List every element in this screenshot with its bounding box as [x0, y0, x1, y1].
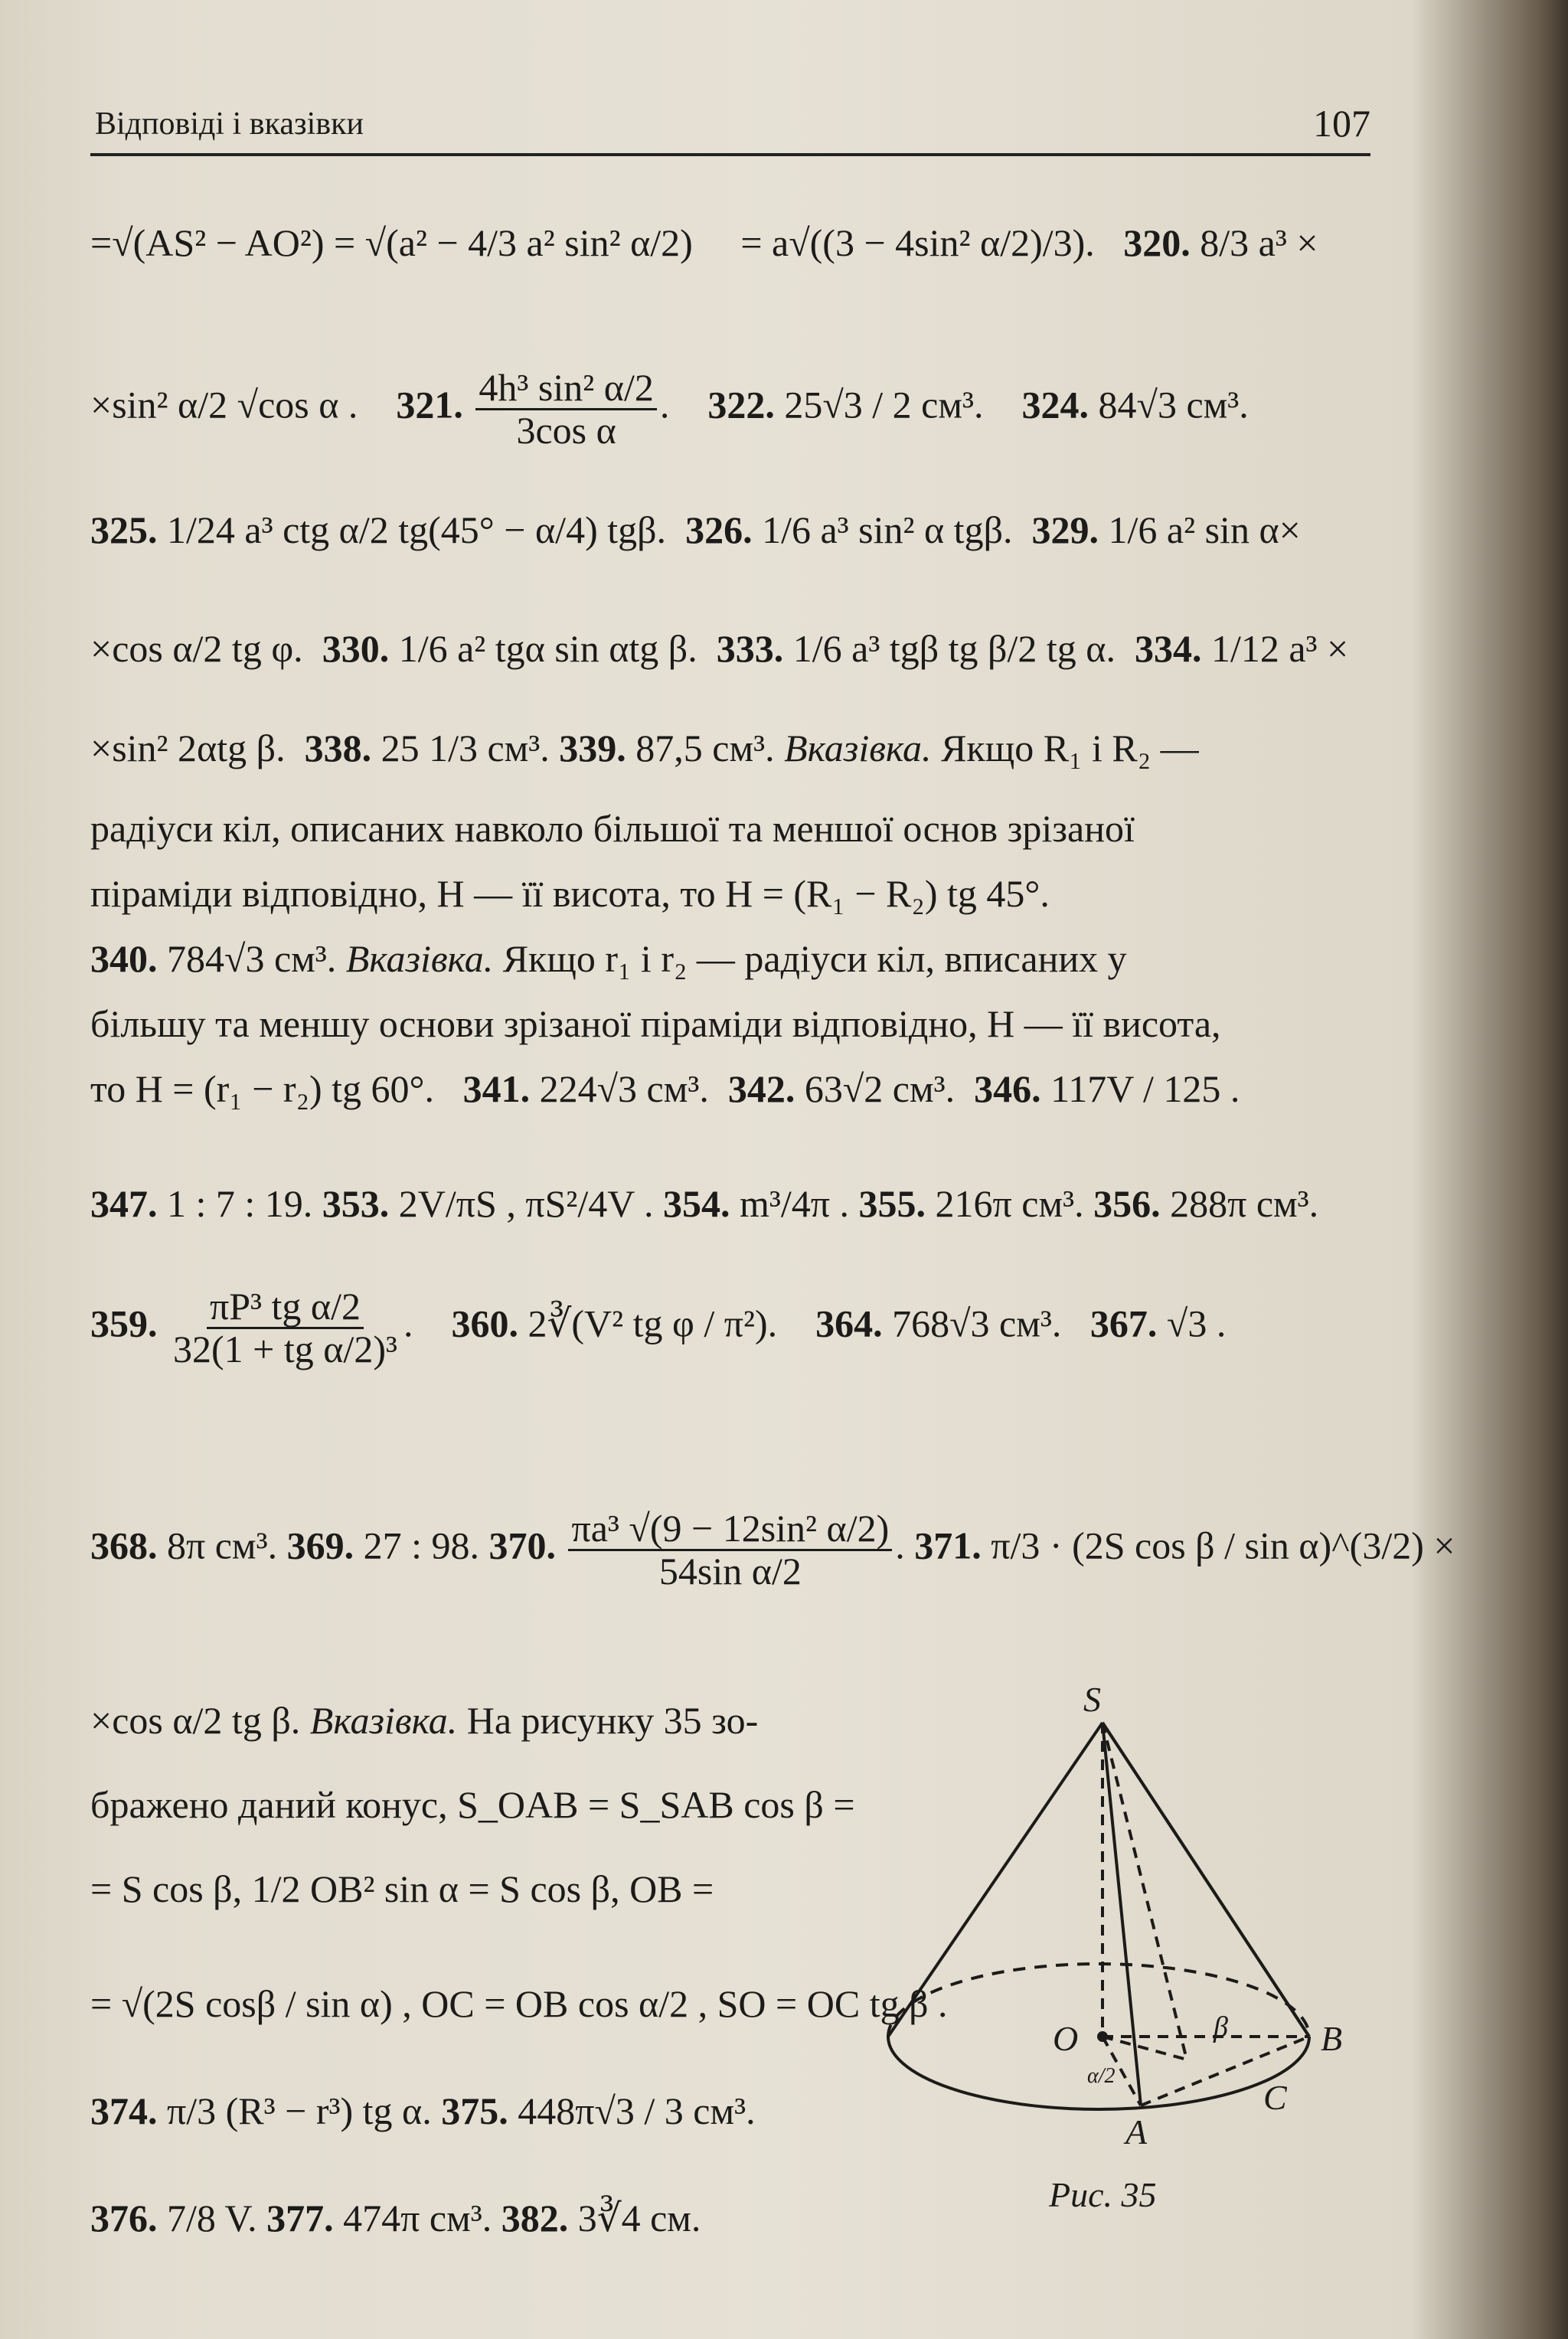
label-O: O [1053, 2019, 1079, 2058]
line-9: більшу та меншу основи зрізаної піраміди відповідно, H — її висота, [90, 1002, 1221, 1045]
line-5: ×sin² 2αtg β. 338. 25 1/3 см³. 339. 87,5 см³. Вказівка. Якщо R₁ і R₂ — [90, 727, 1199, 769]
line-1: =√(AS² − AO²) = √(a² − 4/3 a² sin² α/2) = a√((3 − 4sin² α/2)/3). 320. 8/3 a³ × [90, 221, 1318, 264]
point-O [1099, 2033, 1106, 2040]
fraction-321: $\frac{\text{4h³ sin² α/2}}{\text{3cos α}}$ [475, 368, 656, 450]
fraction-359: $\frac{\text{πP³ tg α/2}}{\text{32(1 + tg α/2)³}}$ [173, 1285, 397, 1370]
line-18: 374. π/3 (R³ − r³) tg α. 375. 448π√3 / 3 см³. [90, 2089, 756, 2132]
line-15: бражено даний конус, S_OAB = S_SAB cos β = [90, 1783, 855, 1826]
line-2: ×sin² α/2 √cos α . 321. $\frac{\text{4h³ sin² α/2}}{\text{3cos α}}$ . 322. 25√3 / 2 см³. 324. 84√3 см³. [90, 366, 1249, 452]
header-title: Відповіді і вказівки [95, 106, 364, 142]
line-11: 347. 1 : 7 : 19. 353. 2V/πS , πS²/4V . 354. m³/4π . 355. 216π см³. 356. 288π см³. [90, 1182, 1319, 1225]
line-14: ×cos α/2 tg β. Вказівка. На рисунку 35 зо- [90, 1699, 759, 1742]
cone-edge-left [888, 1723, 1102, 2037]
line-12: 359. $\frac{\text{πP³ tg α/2}}{\text{32(1 + tg α/2)³}}$ . 360. 2∛(V² tg φ / π²). 364. 768√3 см³. 367. √3 . [90, 1285, 1227, 1370]
edge-SC [1102, 1723, 1187, 2060]
segment-OC [1102, 2037, 1187, 2060]
edge-SA [1102, 1723, 1141, 2105]
line-7: піраміди відповідно, H — її висота, то H = (R₁ − R₂) tg 45°. [90, 872, 1050, 915]
label-A: A [1125, 2112, 1148, 2151]
line-8: 340. 784√3 см³. Вказівка. Якщо r₁ і r₂ — радіуси кіл, вписаних у [90, 937, 1127, 980]
figure-caption: Рис. 35 [1049, 2175, 1157, 2214]
line-6: радіуси кіл, описаних навколо більшої та меншої основ зрізаної [90, 807, 1135, 850]
line-13: 368. 8π см³. 369. 27 : 98. 370. $\frac{\text{πa³ √(9 − 12sin² α/2)}}{\text{54sin α/2}}$ . 371. π/3 · (2S cos β / sin α)^(3/2) × [90, 1507, 1455, 1593]
line-16: = S cos β, 1/2 OB² sin α = S cos β, OB = [90, 1867, 714, 1910]
line-17: = √(2S cosβ / sin α) , OC = OB cos α/2 , SO = OC tg β . [90, 1982, 948, 2025]
line-4: ×cos α/2 tg φ. 330. 1/6 a² tgα sin αtg β. 333. 1/6 a³ tgβ tg β/2 tg α. 334. 1/12 a³ × [90, 627, 1349, 670]
fraction-370: $\frac{\text{πa³ √(9 − 12sin² α/2)}}{\text{54sin α/2}}$ [568, 1508, 892, 1591]
cone-figure [865, 1684, 1363, 2220]
running-header [90, 98, 1370, 156]
cone-base-back [888, 1964, 1309, 2037]
line-19: 376. 7/8 V. 377. 474π см³. 382. 3∛4 см. [90, 2197, 701, 2239]
line-10: то H = (r₁ − r₂) tg 60°. 341. 224√3 см³. 342. 63√2 см³. 346. 117V / 125 . [90, 1067, 1240, 1110]
edge-SB [1102, 1723, 1309, 2037]
label-beta: β [1214, 2011, 1228, 2043]
label-C: C [1263, 2078, 1287, 2117]
label-B: B [1321, 2019, 1343, 2058]
page-number: 107 [1313, 102, 1370, 145]
label-S: S [1083, 1684, 1101, 1719]
label-alpha-half: α/2 [1087, 2064, 1116, 2088]
line-3: 325. 1/24 a³ ctg α/2 tg(45° − α/4) tgβ. 326. 1/6 a³ sin² α tgβ. 329. 1/6 a² sin α× [90, 508, 1301, 551]
